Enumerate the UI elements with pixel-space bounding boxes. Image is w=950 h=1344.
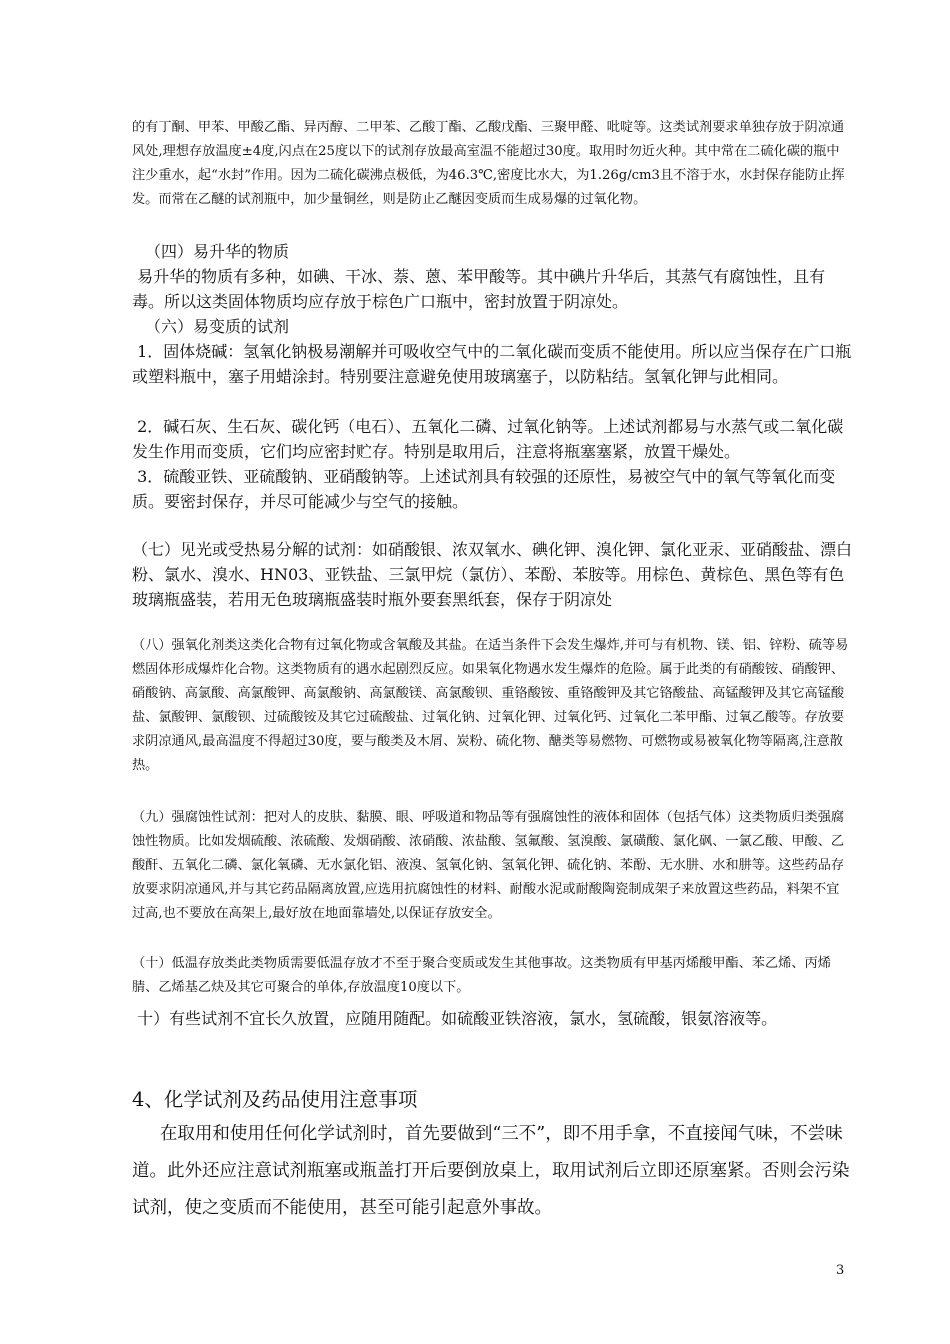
heading-sublimation: （四）易升华的物质 (145, 242, 290, 261)
heading-degradable: （六）易变质的试剂 (145, 317, 290, 336)
page-number: 3 (836, 1263, 845, 1278)
paragraph-caustic-soda: 1．固体烧碱：氢氧化钠极易潮解并可吸收空气中的二氧化碳而变质不能使用。所以应当保存在广口瓶或塑料瓶中，塞子用蜡涂封。特别要注意避免使用玻璃塞子，以防粘结。氢氧化钾与此相同。 (132, 342, 852, 386)
paragraph-corrosives: （九）强腐蚀性试剂：把对人的皮肤、黏膜、眼、呼吸道和物品等有强腐蚀性的液体和固体（包括气体）这类物质归类强腐蚀性物质。比如发烟硫酸、浓硫酸、发烟硝酸、浓硝酸、浓盐酸、氢氟酸、氢溴酸、氯磺酸、氯化砜、一氯乙酸、甲酸、乙酸酐、五氧化二磷、氯化氧磷、无水氯化铝、液溴、氢氧化钠、氢氧化钾、硫化钠、苯酚、无水肼、水和肼等。这些药品存放要求阴凉通风,并与其它药品隔离放置,应选用抗腐蚀性的材料、耐酸水泥或耐酸陶瓷制成架子来放置这些药品，料架不宜过高,也不要放在高架上,最好放在地面靠墙处,以保证存放安全。 (132, 810, 845, 921)
paragraph-usage-precautions: 在取用和使用任何化学试剂时，首先要做到“三不”，即不用手拿，不直接闻气味，不尝味道。此外还应注意试剂瓶塞或瓶盖打开后要倒放桌上，取用试剂后立即还原塞紧。否则会污染试剂，使之变质而不能使用，甚至可能引起意外事故。 (132, 1124, 850, 1218)
paragraph-fresh-prepare: 十）有些试剂不宜长久放置，应随用随配。如硫酸亚铁溶液，氯水，氢硫酸，银氨溶液等。 (132, 1009, 778, 1028)
paragraph-storage-flammable: 的有丁酮、甲苯、甲酸乙酯、异丙醇、二甲苯、乙酸丁酯、乙酸戊酯、三聚甲醛、吡啶等。这类试剂要求单独存放于阴凉通风处,理想存放温度±4度,闪点在25度以下的试剂存放最高室温不能超过30度。取用时勿近火种。其中常在二硫化碳的瓶中注少重水，起“水封”作用。因为二硫化碳沸点极低，为46.3℃,密度比水大，为1.26g/cm3且不溶于水，水封保存能防止挥发。而常在乙醚的试剂瓶中，加少量铜丝，则是防止乙醚因变质而生成易爆的过氧化物。 (132, 120, 845, 207)
paragraph-oxidizers: （八）强氧化剂类这类化合物有过氧化物或含氧酸及其盐。在适当条件下会发生爆炸,并可与有机物、镁、铝、锌粉、硫等易燃固体形成爆炸化合物。这类物质有的遇水起剧烈反应。如果氧化物遇水发生爆炸的危险。属于此类的有硝酸铵、硝酸钾、硝酸钠、高氯酸、高氯酸钾、高氯酸钠、高氯酸镁、高氯酸钡、重铬酸铵、重铬酸钾及其它铬酸盐、高锰酸钾及其它高锰酸盐、氯酸钾、氯酸钡、过硫酸铵及其它过硫酸盐、过氧化钠、过氧化钾、过氧化钙、过氧化二苯甲酯、过氧乙酸等。存放要求阴凉通风,最高温度不得超过30度，要与酸类及木屑、炭粉、硫化物、醣类等易燃物、可燃物或易被氧化物等隔离,注意散热。 (132, 638, 849, 773)
paragraph-sublimation: 易升华的物质有多种，如碘、干冰、萘、蒽、苯甲酸等。其中碘片升华后，其蒸气有腐蚀性，且有毒。所以这类固体物质均应存放于棕色广口瓶中，密封放置于阴凉处。 (132, 267, 826, 311)
paragraph-soda-lime: 2．碱石灰、生石灰、碳化钙（电石）、五氧化二磷、过氧化钠等。上述试剂都易与水蒸气或二氧化碳发生作用而变质，它们均应密封贮存。特别是取用后，注意将瓶塞塞紧，放置干燥处。 (132, 417, 844, 461)
paragraph-light-sensitive: （七）见光或受热易分解的试剂：如硝酸银、浓双氧水、碘化钾、溴化钾、氯化亚汞、亚硝酸盐、漂白粉、氯水、溴水、HN03、亚铁盐、三氯甲烷（氯仿）、苯酚、苯胺等。用棕色、黄棕色、黑色等有色玻璃瓶盛装，若用无色玻璃瓶盛装时瓶外要套黑纸套，保存于阴凉处 (132, 540, 853, 609)
paragraph-low-temperature: （十）低温存放类此类物质需要低温存放才不至于聚合变质或发生其他事故。这类物质有甲基丙烯酸甲酯、苯乙烯、丙烯腈、乙烯基乙炔及其它可聚合的单体,存放温度10度以下。 (132, 956, 831, 995)
section-heading: 4、化学试剂及药品使用注意事项 (132, 1088, 418, 1111)
paragraph-reducing-agents: 3．硫酸亚铁、亚硫酸钠、亚硝酸钠等。上述试剂具有较强的还原性，易被空气中的氧气等氧化而变质。要密封保存，并尽可能减少与空气的接触。 (132, 467, 836, 511)
